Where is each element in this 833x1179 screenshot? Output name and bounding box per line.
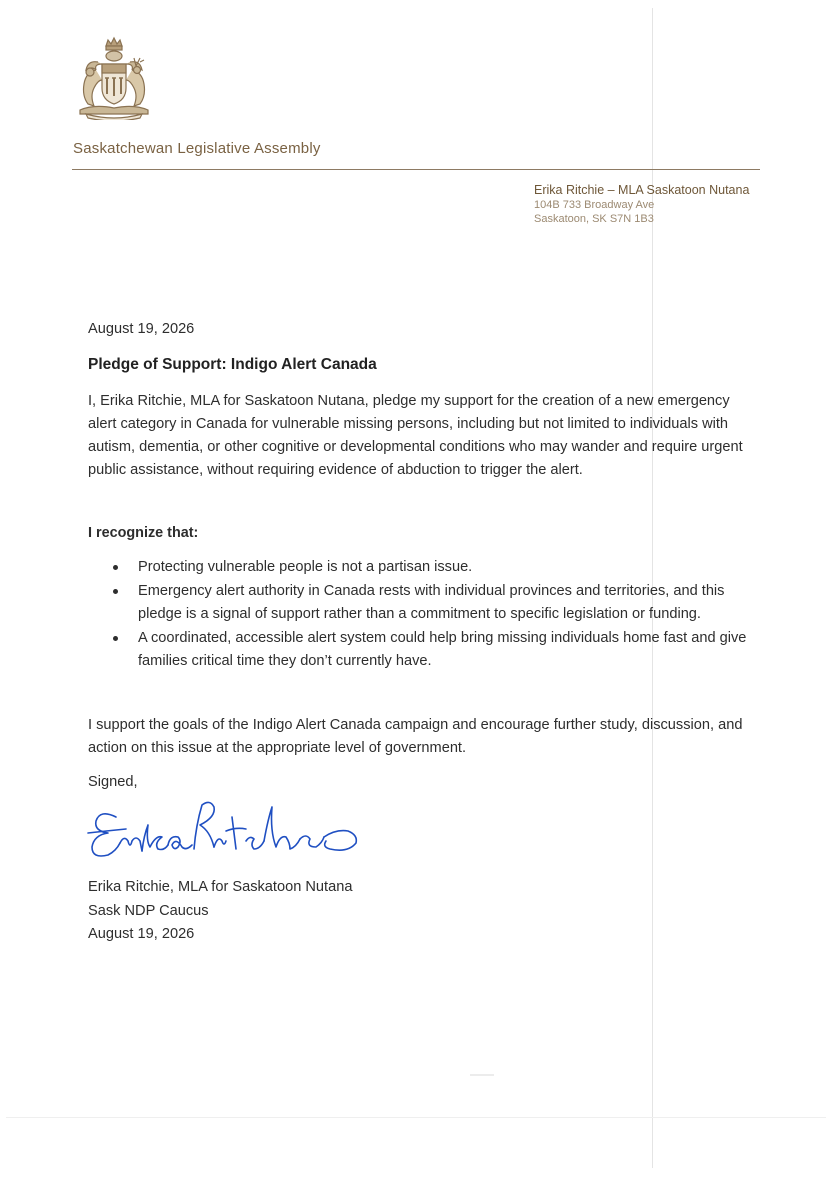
address-line-2: Saskatoon, SK S7N 1B3 <box>534 213 654 225</box>
scan-fold-line-horizontal <box>6 1117 826 1118</box>
list-item <box>88 580 748 627</box>
address-line-1: 104B 733 Broadway Ave <box>534 199 655 211</box>
list-item-text: Emergency alert authority in Canada rests with individual provinces and territories, and this pledge is a signal of support rather than a commitment to specific legislation or funding. <box>138 582 725 622</box>
letter-title: Pledge of Support: Indigo Alert Canada <box>88 356 377 373</box>
bullet-icon <box>113 565 118 570</box>
signer-caucus: Sask NDP Caucus <box>88 902 209 919</box>
signer-name: Erika Ritchie, MLA for Saskatoon Nutana <box>88 879 353 895</box>
signer-block <box>88 876 352 947</box>
mla-name: Erika Ritchie – MLA Saskatoon Nutana <box>534 183 750 197</box>
handwritten-signature <box>86 795 376 867</box>
pledge-paragraph: I, Erika Ritchie, MLA for Saskatoon Nutana, pledge my support for the creation of a new emergency alert category in Canada for vulnerable missing persons, including but not limited to individuals with autism, dementia, or other cognitive or developmental conditions who may wander and require urgent public assistance, without requiring evidence of abduction to trigger the alert. <box>88 393 743 478</box>
assembly-name: Saskatchewan Legislative Assembly <box>73 140 321 157</box>
header-divider <box>72 169 760 170</box>
recognize-heading: I recognize that: <box>88 525 199 541</box>
signed-label: Signed, <box>88 774 138 790</box>
support-paragraph: I support the goals of the Indigo Alert Canada campaign and encourage further study, discussion, and action on this issue at the appropriate level of government. <box>88 717 743 756</box>
bullet-icon <box>113 636 118 641</box>
list-item-text: A coordinated, accessible alert system could help bring missing individuals home fast and give families critical time they don’t currently have. <box>138 629 747 669</box>
scan-smudge <box>470 1074 494 1076</box>
recognition-list <box>88 556 748 674</box>
coat-of-arms-icon <box>74 36 154 120</box>
letter-date: August 19, 2026 <box>88 321 195 337</box>
signer-date: August 19, 2026 <box>88 926 195 942</box>
list-item <box>88 627 748 674</box>
mla-address-block <box>534 183 749 226</box>
bullet-icon <box>113 589 118 594</box>
list-item <box>88 556 748 580</box>
list-item-text: Protecting vulnerable people is not a partisan issue. <box>138 559 473 575</box>
